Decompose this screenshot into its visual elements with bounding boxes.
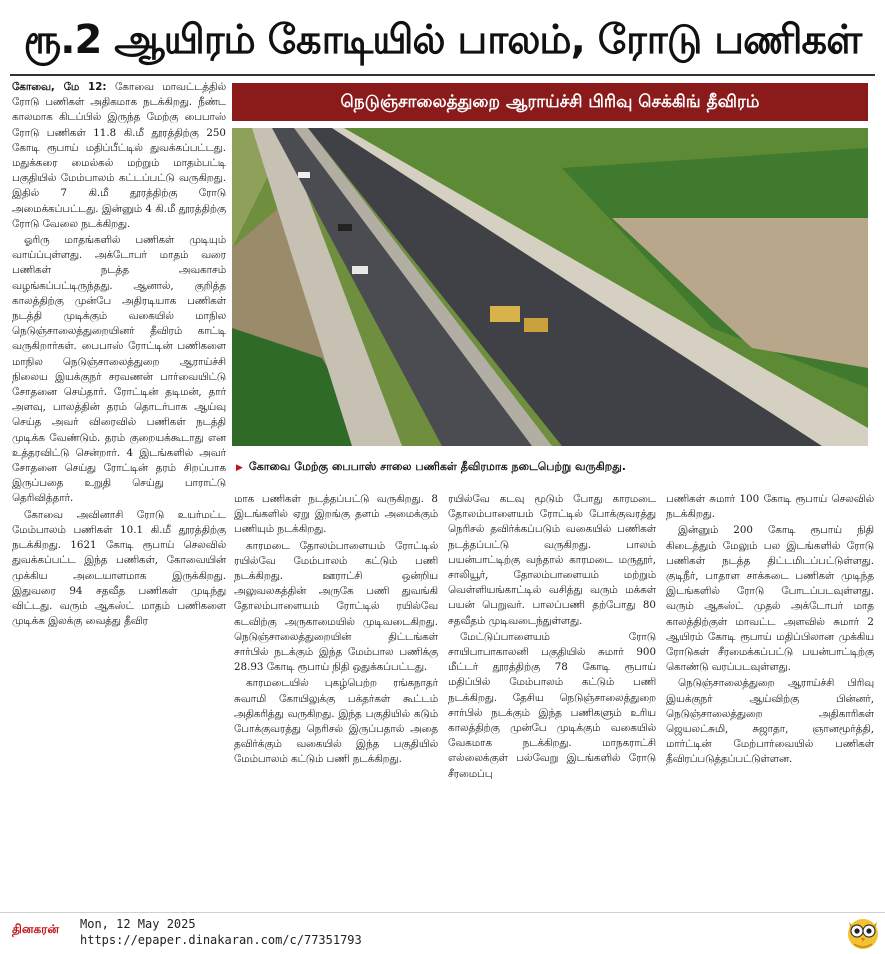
paragraph: ரயில்வே கடவு மூடும் போது காரமடை தோலம்பாளையம் ரோட்டில் போக்குவரத்து நெரிசல் தவிர்க்கப்படும் வகையில் பணிகள் நடத்தப்பட்டு வருகிறது. பாலம் பயன்பாட்டிற்கு வந்தால் காரமடை மருதூர், சாலியூர், தோலம்பாளையம் மற்றும் வெள்ளியங்காட்டில் வசித்து வரும் மக்கள் பயன் பெறுவர். பாலப்பணி தற்போது 80 சதவீதம் முடிவடைந்துள்ளது. (448, 493, 656, 627)
epaper-url[interactable]: https://epaper.dinakaran.com/c/77351793 (80, 933, 362, 947)
road-aerial-photo (232, 128, 868, 446)
road-roller (490, 306, 520, 322)
paragraph: ஓரிரு மாதங்களில் பணிகள் முடியும் வாய்ப்புள்ளது. அக்டோபர் மாதம் வரை பணிகள் நடத்த அவகாசம் வழங்கப்பட்டிருந்தது. ஆனால், குறித்த காலத்திற்கு முன்பே அதிரடியாக பணிகள் நடத்தி முடிக்கும் வகையில் மாநில நெடுஞ்சாலைத்துறையினர் தீவிரம் காட்டி வருகிறார்கள். பைபாஸ் ரோட்டின் பணிகளை மாநில நெடுஞ்சாலைத்துறை ஆராய்ச்சி நிலைய இயக்குநர் சரவணன் பார்வையிட்டு சோதனை செய்தார். ரோட்டின் தடிமன், தார் அளவு, பாலத்தின் தரம் தொடர்பாக ஆய்வு செய்த அவர் விரைவில் பணிகள் நடத்தி முடிக்க வேண்டும். தரம் குறையக்கூடாது என உத்தரவிட்டு சென்றார். 4 இடங்களில் அவர் சோதனை செய்து ரோட்டின் தரம் சிறப்பாக இருப்பதை உறுதி செய்து பாராட்டு தெரிவித்தார். (12, 234, 226, 505)
paragraph-text: கோவை மாவட்டத்தில் ரோடு பணிகள் அதிகமாக நடக்கிறது. நீண்ட காலமாக கிடப்பில் இருந்த மேற்கு பைபாஸ் ரோடு பணிகள் 11.8 கி.மீ தூரத்திற்கு 250 கோடி ரூபாய் மதிப்பீட்டில் துவக்கப்பட்டது. மதுக்கரை மைல்கல் மற்றும் மாதம்பட்டி பகுதியில் மேம்பாலம் கட்டப்பட்டு வருகிறது. இதில் 7 கி.மீ தூரத்திற்கு ரோடு அமைக்கப்பட்டது. இன்னும் 4 கி.மீ தூரத்திற்கு ரோடு வேலை நடக்கிறது. (12, 81, 226, 230)
footer-meta (80, 916, 362, 948)
paragraph: இன்னும் 200 கோடி ரூபாய் நிதி கிடைத்தும் மேலும் பல இடங்களில் ரோடு பணிகள் நடத்த திட்டமிடப்பட்டுள்ளது. குடிநீர், பாதாள சாக்கடை பணிகள் முடிந்த இடங்களில் ரோடு போடப்படவுள்ளது. வரும் ஆகஸ்ட் முதல் அக்டோபர் மாத காலத்திற்குள் மாவட்ட அளவில் சுமார் 2 ஆயிரம் கோடி ரூபாய் மதிப்பிலான முக்கிய ரோடுகள் சீரமைக்கப்பட்டு பயன்பாட்டிற்கு கொண்டு வரப்படவுள்ளது. (666, 524, 874, 674)
footer-divider (0, 912, 885, 913)
paragraph: நெடுஞ்சாலைத்துறை ஆராய்ச்சி பிரிவு இயக்குநர் ஆய்விற்கு பின்னர், நெடுஞ்சாலைத்துறை அதிகாரிகள் ஜெயலட்சுமி, சுஜாதா, ஞானமூர்த்தி, மார்ட்டின் மேற்பார்வையில் பணிகள் தீவிரப்படுத்தப்பட்டுள்ளன. (666, 677, 874, 766)
paragraph: கோவை அவினாசி ரோடு உயர்மட்ட மேம்பாலம் பணிகள் 10.1 கி.மீ தூரத்திற்கு நடக்கிறது. 1621 கோடி ரூபாய் செலவில் துவக்கப்பட்ட இந்த பணிகள், கோவையின் முக்கிய அடையாளமாக இருக்கிறது. இதுவரை 94 சதவீத பணிகள் முடிந்து விட்டது. வரும் ஆகஸ்ட் மாதம் பணிகளை முடிக்க இலக்கு வைத்து தீவிர (12, 508, 226, 628)
owl-icon (846, 914, 880, 950)
vehicle (298, 172, 310, 178)
road-photo-illustration (232, 128, 868, 446)
dinakaran-logo: தினகரன் (12, 922, 59, 936)
article-subheadline: நெடுஞ்சாலைத்துறை ஆராய்ச்சி பிரிவு செக்கிங் தீவிரம் (232, 83, 868, 121)
article-column-4 (666, 492, 874, 902)
paragraph: பணிகள் சுமார் 100 கோடி ரூபாய் செலவில் நடக்கிறது. (666, 493, 874, 521)
paragraph: மேட்டுப்பாளையம் ரோடு சாயிபாபாகாலனி பகுதியில் சுமார் 900 மீட்டர் தூரத்திற்கு 78 கோடி ரூபாய் மதிப்பில் மேம்பாலம் கட்டும் பணி நடக்கிறது. தேசிய நெடுஞ்சாலைத்துறை சார்பில் நடக்கும் இந்த பணிகளும் உரிய காலத்திற்கு முன்பே முடிக்கும் வகையில் வேகமாக நடக்கிறது. மாநகராட்சி எல்லைக்குள் பல்வேறு இடங்களில் ரோடு சீரமைப்பு (448, 630, 656, 780)
vehicle (338, 224, 352, 231)
publication-date: Mon, 12 May 2025 (80, 917, 196, 931)
caption-text: கோவை மேற்கு பைபாஸ் சாலை பணிகள் தீவிரமாக நடைபெற்று வருகிறது. (248, 460, 626, 473)
headline-rule (10, 74, 875, 76)
article-headline: ரூ.2 ஆயிரம் கோடியில் பாலம், ரோடு பணிகள் (23, 17, 862, 63)
photo-caption (236, 454, 868, 480)
paragraph: காரமடை தோலம்பாளையம் ரோட்டில் ரயில்வே மேம்பாலம் கட்டும் பணி நடக்கிறது. ஊராட்சி ஒன்றிய அலுவலகத்தின் அருகே பணி துவங்கி தோலம்பாளையம் ரோட்டில் ரயில்வே கடவிற்கு அருகாமையில் முடிவடைகிறது. நெடுஞ்சாலைத்துறையின் திட்டங்கள் சார்பில் நடக்கும் இந்த மேம்பால பணிக்கு 28.93 கோடி ரூபாய் நிதி ஒதுக்கப்பட்டது. (234, 539, 438, 674)
paver-machine (524, 318, 548, 332)
paragraph: காரமடையில் புகழ்பெற்ற ரங்கநாதர் சுவாமி கோயிலுக்கு பக்தர்கள் கூட்டம் அதிகரித்து வருகிறது. இந்த பகுதியில் கடும் போக்குவரத்து நெரிசல் இருப்பதால் அதை தவிர்க்கும் வகையில் இந்த பகுதியில் மேம்பாலம் கட்டும் பணி நடக்கிறது. (234, 677, 438, 766)
article-column-2 (234, 492, 438, 902)
vehicle (352, 266, 368, 274)
dateline: கோவை, மே 12: (12, 81, 107, 93)
article-column-1 (12, 80, 226, 902)
paragraph (12, 80, 226, 232)
paragraph: மாக பணிகள் நடத்தப்பட்டு வருகிறது. 8 இடங்களில் ஏறு இறங்கு தளம் அமைக்கும் பணியும் நடக்கிறது. (234, 493, 438, 536)
article-column-3 (448, 492, 656, 902)
triangle-right-icon: ▶ (236, 463, 243, 473)
